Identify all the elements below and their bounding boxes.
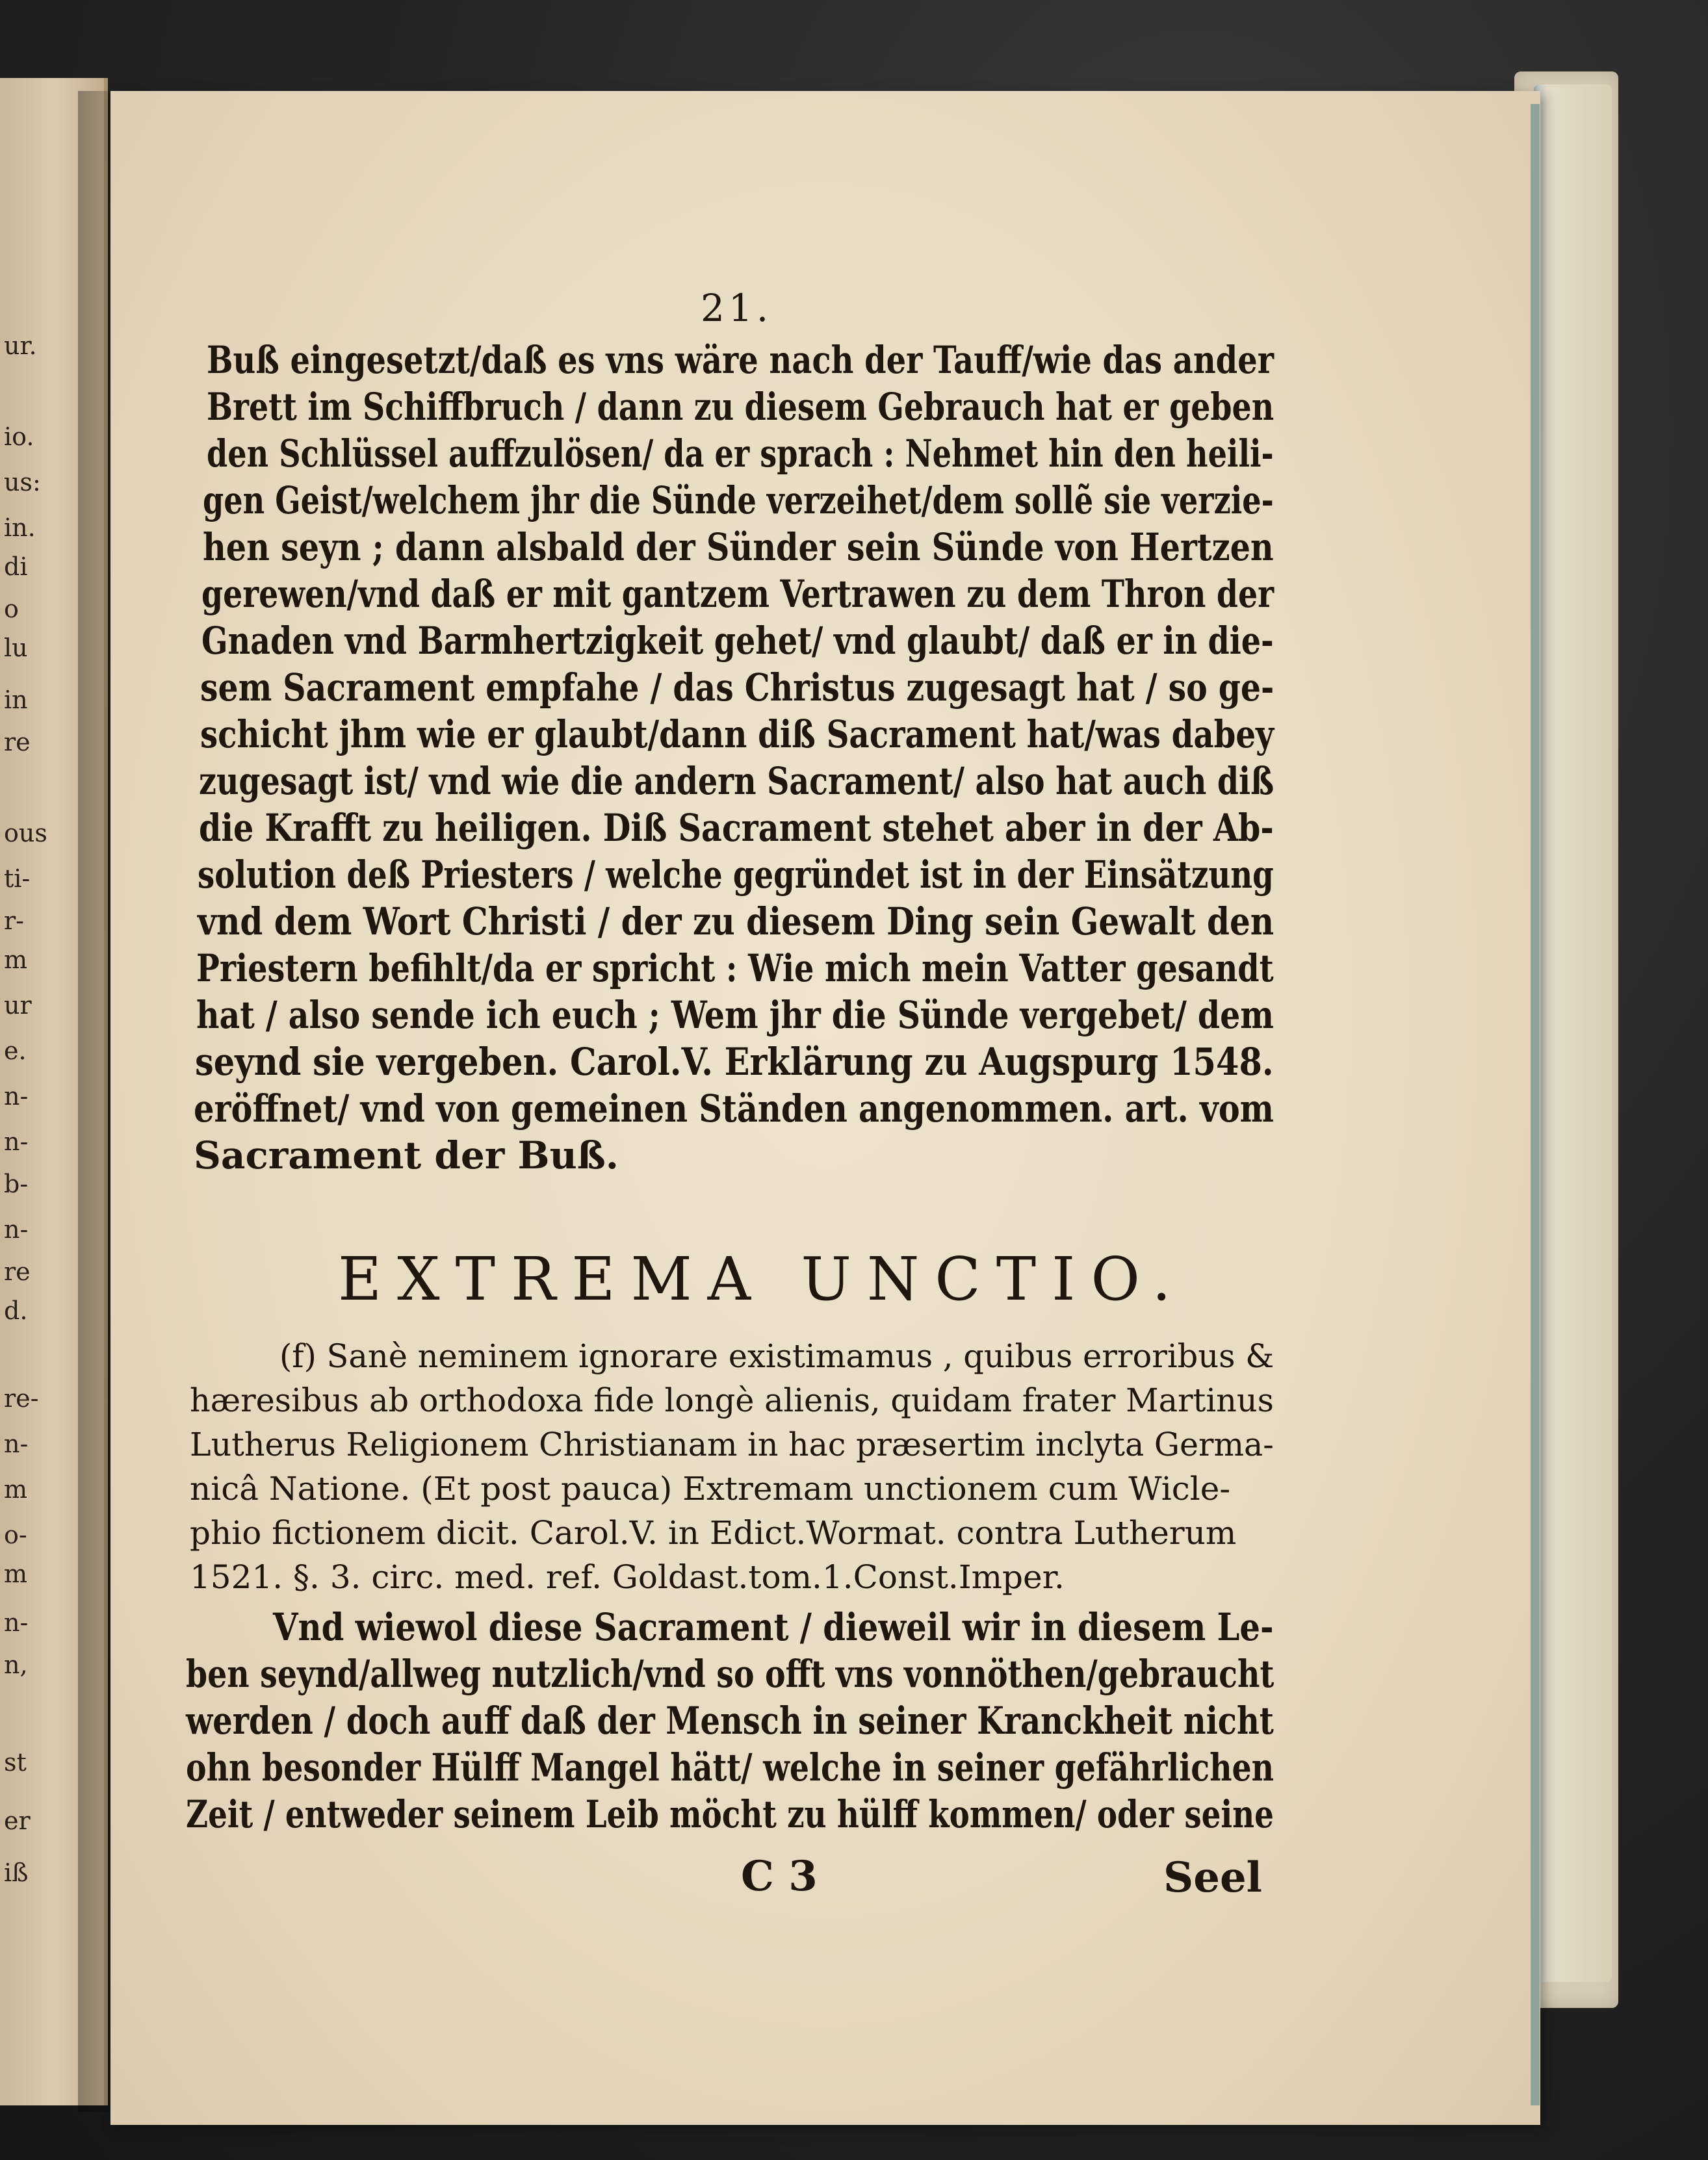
fragment: n- — [4, 1608, 29, 1637]
fragment: o — [4, 595, 19, 623]
fragment: m — [4, 1475, 28, 1504]
fragment: o- — [4, 1521, 27, 1549]
signature-mark: C 3 — [741, 1852, 818, 1901]
text-line: gerewen/vnd daß er mit gantzem Vertrawen zu dem Thron der — [201, 572, 1275, 616]
latin-line: nicâ Natione. (Et post pauca) Extremam unctionem cum Wicle- — [190, 1470, 1231, 1508]
latin-line: hæresibus ab orthodoxa fide longè alienis, quidam frater Martinus — [190, 1382, 1274, 1419]
fragment: io. — [4, 422, 34, 451]
text-line: den Schlüssel auffzulösen/ da er sprach : Nehmet hin den heili- — [207, 431, 1274, 476]
latin-line: phio fictionem dicit. Carol.V. in Edict.Wormat. contra Lutherum — [190, 1514, 1237, 1552]
text-line: ben seynd/allweg nutzlich/vnd so offt vns vonnöthen/gebraucht — [186, 1652, 1275, 1696]
fragment: er — [4, 1806, 31, 1835]
text-line: Priestern befihlt/da er spricht : Wie mich mein Vatter gesandt — [196, 946, 1274, 990]
latin-line: Lutherus Religionem Christianam in hac præsertim inclyta Germa- — [190, 1426, 1274, 1463]
fragment: us: — [4, 468, 41, 496]
fragment: m — [4, 1560, 28, 1588]
text-line: die Krafft zu heiligen. Diß Sacrament stehet aber in der Ab- — [199, 806, 1274, 850]
fragment: e. — [4, 1036, 27, 1065]
text-line: sem Sacrament empfahe / das Christus zugesagt hat / so ge- — [200, 665, 1275, 710]
fragment: ti- — [4, 864, 31, 893]
fragment: st — [4, 1748, 27, 1777]
fragment: d. — [4, 1296, 28, 1325]
text-line: hen seyn ; dann alsbald der Sünder sein Sünde von Hertzen — [203, 525, 1274, 569]
text-line: Zeit / entweder seinem Leib möcht zu hülff kommen/ oder seine — [186, 1792, 1274, 1836]
text-line: schicht jhm wie er glaubt/dann diß Sacrament hat/was dabey — [200, 712, 1275, 756]
text-line: Gnaden vnd Barmhertzigkeit gehet/ vnd glaubt/ daß er in die- — [201, 619, 1274, 663]
fragment: ur. — [4, 331, 37, 360]
text-line: werden / doch auff daß der Mensch in seiner Kranckheit nicht — [186, 1699, 1274, 1743]
text-line: vnd dem Wort Christi / der zu diesem Ding sein Gewalt den — [198, 899, 1275, 944]
fragment: n- — [4, 1127, 29, 1156]
catchword: Seel — [1163, 1853, 1262, 1902]
text-line: Brett im Schiffbruch / dann zu diesem Gebrauch hat er geben — [207, 385, 1275, 429]
fragment: n- — [4, 1215, 29, 1244]
text-line: gen Geist/welchem jhr die Sünde verzeihet/dem sollẽ sie verzie- — [203, 478, 1274, 522]
text-line: zugesagt ist/ vnd wie die andern Sacrament/ also hat auch diß — [199, 759, 1275, 803]
fragment: re- — [4, 1384, 39, 1413]
fragment: iß — [4, 1858, 29, 1887]
fragment: in. — [4, 513, 36, 542]
fragment: in — [4, 686, 28, 714]
fragment: re — [4, 1257, 31, 1286]
fragment: ous — [4, 819, 47, 847]
fragment: b- — [4, 1170, 29, 1198]
section-heading: EXTREMA UNCTIO. — [338, 1244, 1187, 1314]
fragment: di — [4, 552, 28, 581]
fragment: lu — [4, 634, 28, 662]
fragment: m — [4, 945, 28, 974]
text-line: Vnd wiewol diese Sacrament / dieweil wir in diesem Le- — [273, 1605, 1274, 1649]
text-line: Buß eingesetzt/daß es vns wäre nach der Tauff/wie das ander — [207, 338, 1274, 382]
text-line: eröffnet/ vnd von gemeinen Ständen angenommen. art. vom — [194, 1086, 1275, 1131]
page-number: 21. — [701, 286, 773, 330]
text-line: hat / also sende ich euch ; Wem jhr die Sünde vergebet/ dem — [196, 993, 1275, 1037]
latin-line: 1521. §. 3. circ. med. ref. Goldast.tom.1.Const.Imper. — [190, 1558, 1065, 1596]
latin-line: (f) Sanè neminem ignorare existimamus , quibus erroribus & — [279, 1337, 1275, 1375]
fragment: re — [4, 728, 31, 756]
fragment: n- — [4, 1082, 29, 1111]
fragment: n- — [4, 1430, 29, 1458]
fragment: ur — [4, 991, 32, 1020]
text-line: solution deß Priesters / welche gegründet ist in der Einsätzung — [198, 853, 1274, 897]
fragment: r- — [4, 906, 25, 935]
fragment: n, — [4, 1651, 28, 1679]
text-line: seynd sie vergeben. Carol.V. Erklärung zu Augspurg 1548. — [195, 1040, 1274, 1084]
page-stack-edge-inner — [1534, 84, 1612, 1982]
text-line: ohn besonder Hülff Mangel hätt/ welche in seiner gefährlichen — [186, 1745, 1275, 1790]
text-line: Sacrament der Buß. — [194, 1133, 619, 1177]
page-fore-edge — [1531, 104, 1540, 2105]
